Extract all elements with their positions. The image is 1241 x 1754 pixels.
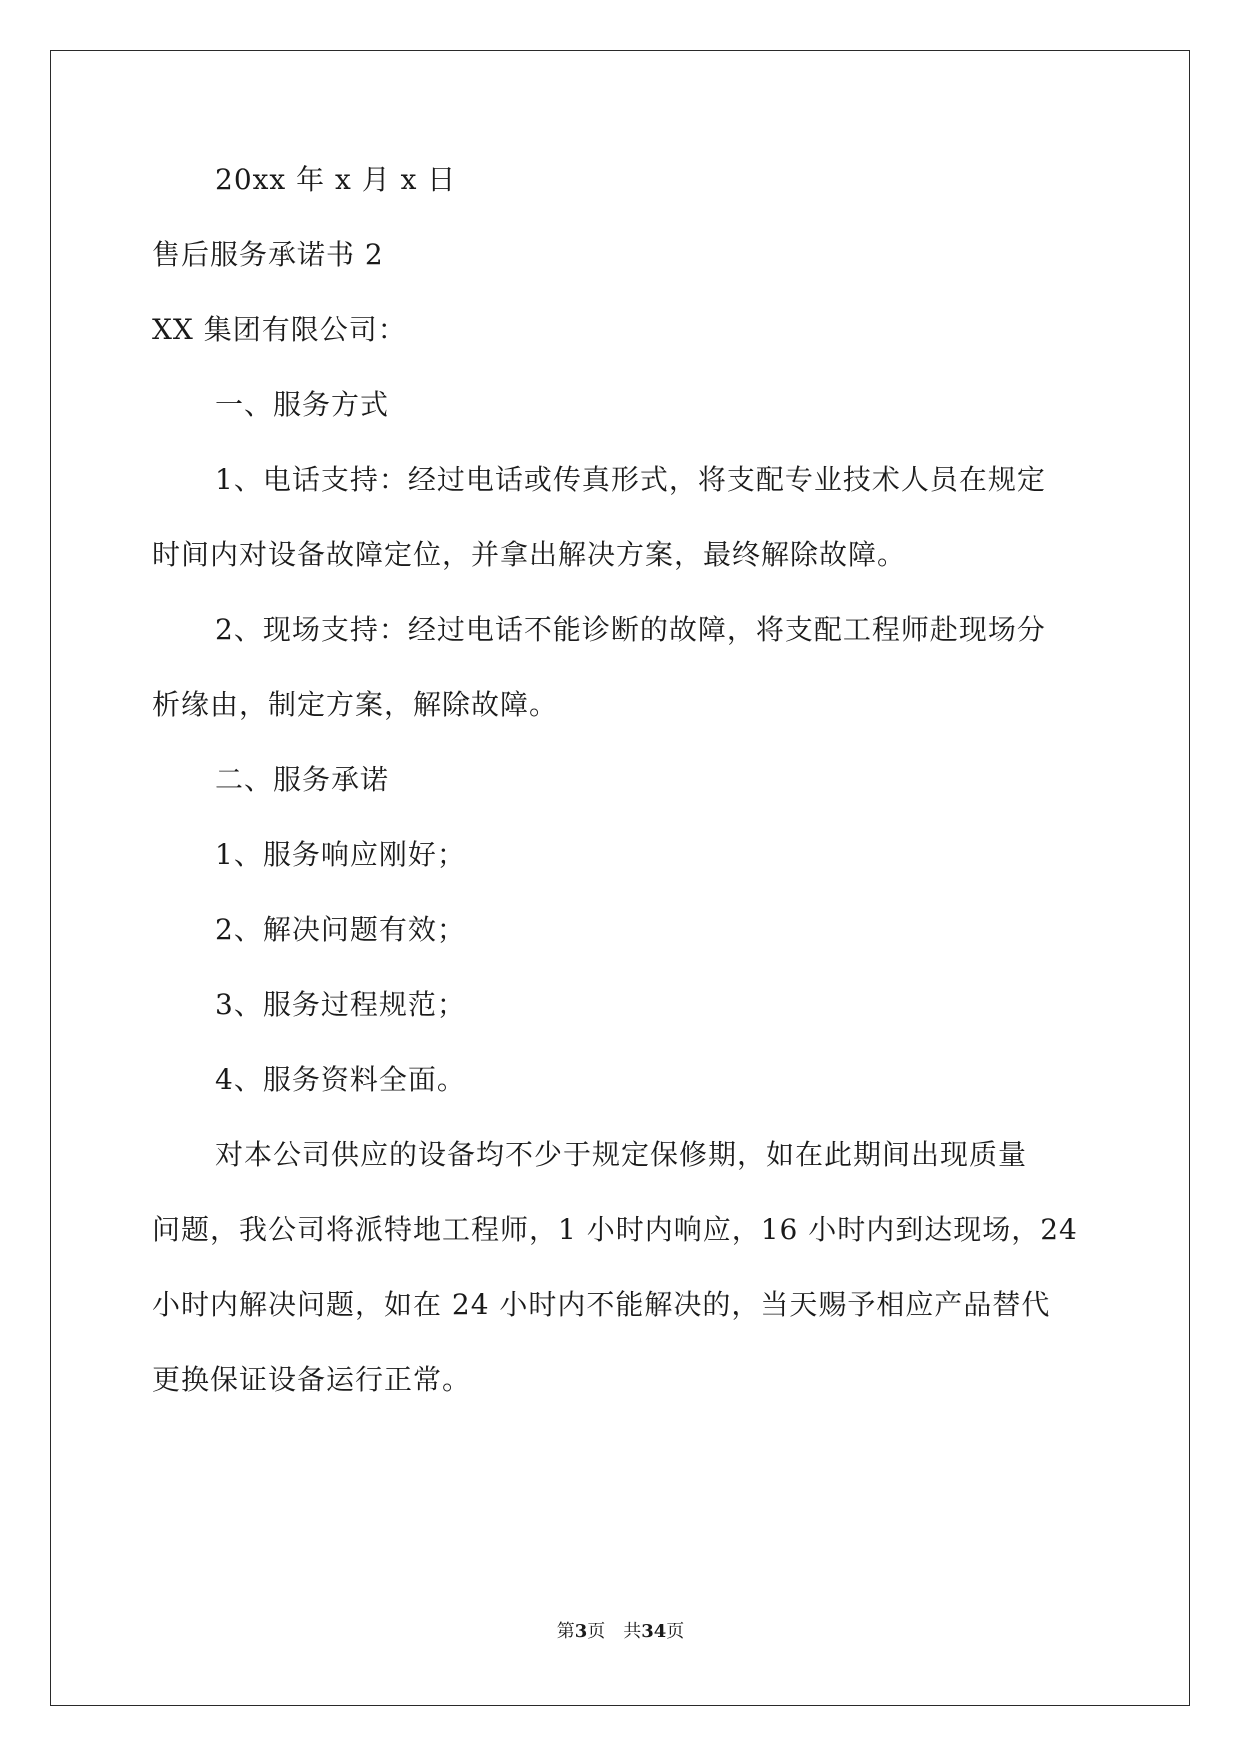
paragraph-line: 更换保证设备运行正常。 bbox=[152, 1363, 472, 1396]
date-line: 20xx 年 x 月 x 日 bbox=[215, 163, 457, 196]
total-pages: 34 bbox=[641, 1621, 667, 1642]
list-item: 1、服务响应刚好； bbox=[215, 838, 466, 871]
paragraph-line: 1、电话支持：经过电话或传真形式，将支配专业技术人员在规定 bbox=[215, 463, 1046, 496]
page-footer bbox=[0, 1620, 1241, 1644]
page-prefix: 第 bbox=[556, 1621, 575, 1642]
paragraph-line: 问题，我公司将派特地工程师，1 小时内响应，16 小时内到达现场，24 bbox=[152, 1213, 1078, 1246]
paragraph-line: 小时内解决问题，如在 24 小时内不能解决的，当天赐予相应产品替代 bbox=[152, 1288, 1051, 1321]
page-border bbox=[50, 50, 1190, 1706]
page-suffix: 页 bbox=[587, 1621, 606, 1642]
section-heading-service-method: 一、服务方式 bbox=[215, 388, 390, 421]
paragraph-line: 2、现场支持：经过电话不能诊断的故障，将支配工程师赴现场分 bbox=[215, 613, 1046, 646]
paragraph-line: 对本公司供应的设备均不少于规定保修期，如在此期间出现质量 bbox=[215, 1138, 1028, 1171]
page-number: 3 bbox=[574, 1621, 588, 1642]
paragraph-line: 析缘由，制定方案，解除故障。 bbox=[152, 688, 559, 721]
list-item: 2、解决问题有效； bbox=[215, 913, 466, 946]
section-heading-service-commitment: 二、服务承诺 bbox=[215, 763, 390, 796]
addressee: XX 集团有限公司： bbox=[152, 313, 407, 346]
paragraph-line: 时间内对设备故障定位，并拿出解决方案，最终解除故障。 bbox=[152, 538, 907, 571]
document-title: 售后服务承诺书 2 bbox=[152, 238, 384, 271]
list-item: 3、服务过程规范； bbox=[215, 988, 466, 1021]
list-item: 4、服务资料全面。 bbox=[215, 1063, 466, 1096]
total-prefix: 共 bbox=[623, 1621, 642, 1642]
total-suffix: 页 bbox=[666, 1621, 685, 1642]
